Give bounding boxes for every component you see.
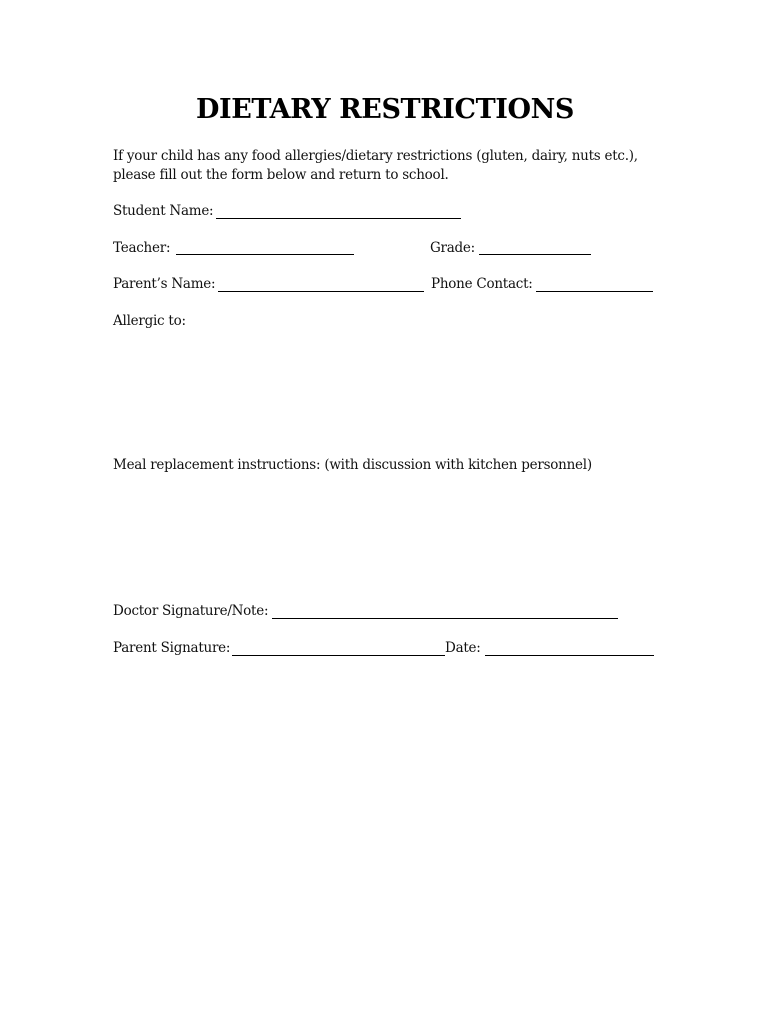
student-name-label: Student Name: <box>113 203 214 219</box>
allergic-to-label: Allergic to: <box>113 313 186 329</box>
date-label: Date: <box>445 640 481 656</box>
grade-field[interactable] <box>479 254 591 255</box>
teacher-field[interactable] <box>176 254 354 255</box>
phone-contact-label: Phone Contact: <box>431 276 533 292</box>
doctor-signature-label: Doctor Signature/Note: <box>113 603 269 619</box>
parent-signature-label: Parent Signature: <box>113 640 231 656</box>
parents-name-label: Parent’s Name: <box>113 276 216 292</box>
parents-name-field[interactable] <box>218 291 424 292</box>
form-title: DIETARY RESTRICTIONS <box>195 94 575 125</box>
grade-label: Grade: <box>430 240 475 256</box>
date-field[interactable] <box>485 655 654 656</box>
parent-signature-field[interactable] <box>232 655 445 656</box>
student-name-field[interactable] <box>216 218 461 219</box>
intro-text-line-2: please fill out the form below and return to school. <box>113 167 449 183</box>
phone-contact-field[interactable] <box>536 291 653 292</box>
intro-text-line-1: If your child has any food allergies/dietary restrictions (gluten, dairy, nuts etc.), <box>113 148 638 164</box>
meal-replacement-label: Meal replacement instructions: (with discussion with kitchen personnel) <box>113 457 592 473</box>
doctor-signature-field[interactable] <box>272 618 618 619</box>
teacher-label: Teacher: <box>113 240 171 256</box>
